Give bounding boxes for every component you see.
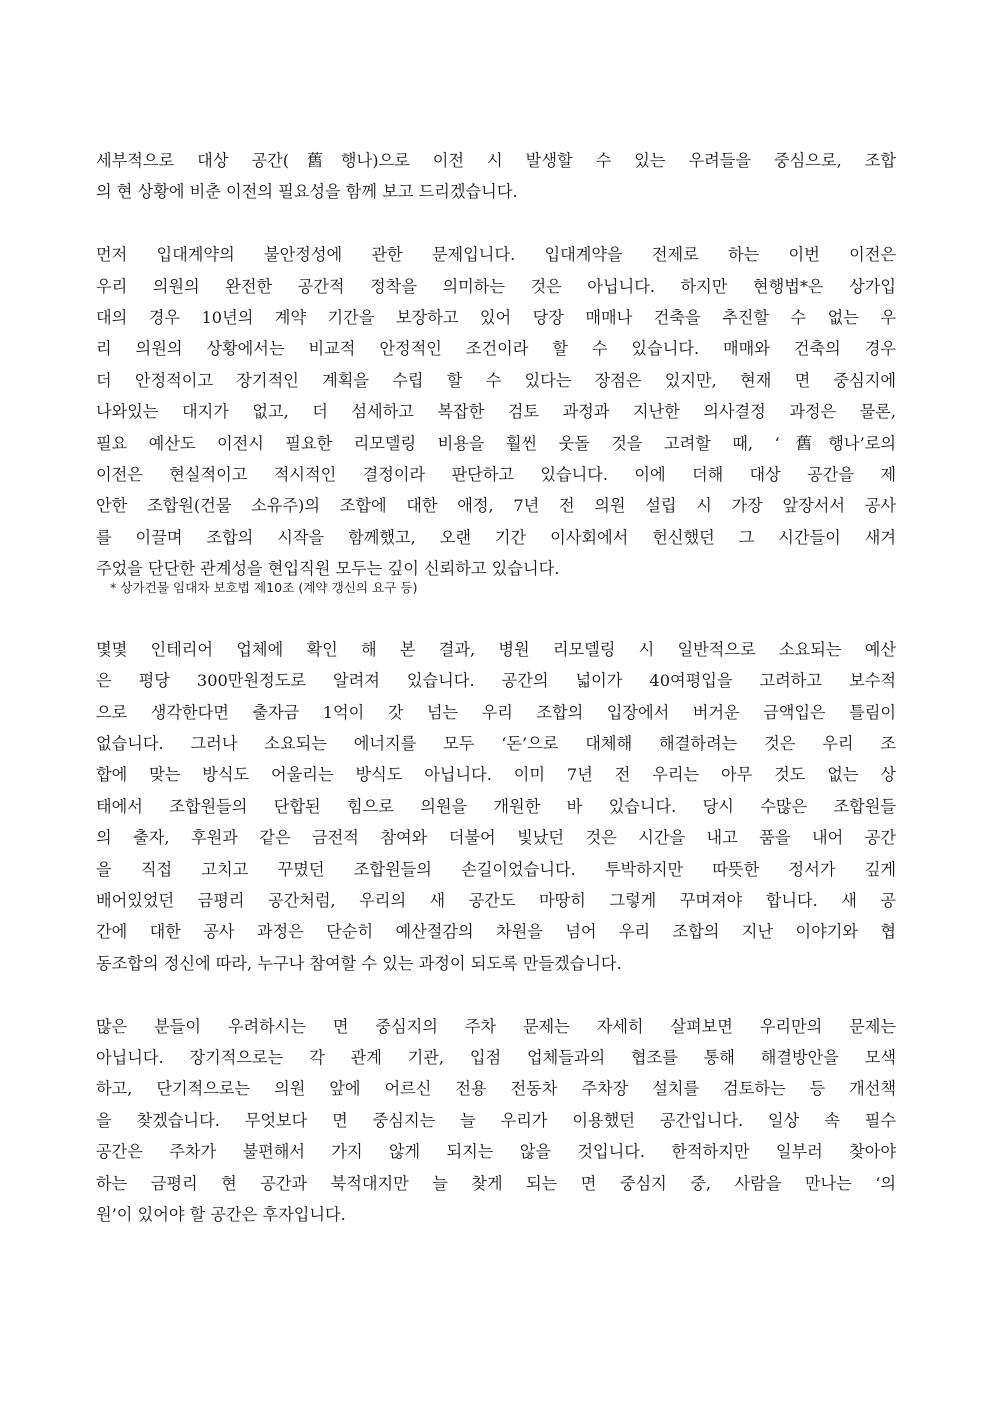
text-line: 아닙니다. 장기적으로는 각 관계 기관, 입점 업체들과의 협조를 통해 해결방안을 모색 [96,1047,896,1067]
text-line: 원’이 있어야 할 공간은 후자입니다. [96,1204,346,1224]
text-line: 태에서 조합원들의 단합된 힘으로 의원을 개원한 바 있습니다. 당시 수많은 조합원들 [96,796,896,816]
paragraph-parking [96,1011,896,1231]
text-line: 합에 맞는 방식도 어울리는 방식도 아닙니다. 이미 7년 전 우리는 아무 것도 없는 상 [96,765,896,785]
text-line: 간에 대한 공사 과정은 단순히 예산절감의 차원을 넘어 우리 조합의 지난 이야기와 협 [96,922,896,942]
paragraph-gap [96,979,896,1010]
text-line: 나와있는 대지가 없고, 더 섬세하고 복잡한 검토 과정과 지난한 의사결정 과정은 물론, [96,402,896,422]
text-line: 하고, 단기적으로는 의원 앞에 어르신 전용 전동차 주차장 설치를 검토하는 등 개선책 [96,1079,896,1099]
text-line: 필요 예산도 이전시 필요한 리모델링 비용을 훨씬 웃돌 것을 고려할 때, ‘舊행나’로의 [96,433,896,453]
text-line: 를 이끌며 조합의 시작을 함께했고, 오랜 기간 이사회에서 헌신했던 그 시간들이 새겨 [96,527,896,547]
text-line: 먼저 입대계약의 불안정성에 관한 문제입니다. 입대계약을 전제로 하는 이번 이전은 [96,245,896,265]
text-line: 주었을 단단한 관계성을 현입직원 모두는 깊이 신뢰하고 있습니다. [96,559,560,579]
paragraph-lease [96,239,896,598]
text-line: 의 현 상황에 비춘 이전의 필요성을 함께 보고 드리겠습니다. [96,182,518,202]
text-line: 많은 분들이 우려하시는 면 중심지의 주차 문제는 자세히 살펴보면 우리만의 문제는 [96,1016,896,1036]
text-line: 공간은 주차가 불편해서 가지 않게 되지는 않을 것입니다. 한적하지만 일부러 찾아야 [96,1142,896,1162]
text-line: 하는 금평리 현 공간과 북적대지만 늘 찾게 되는 면 중심지 중, 사람을 만나는 ‘의 [96,1173,896,1193]
text-line: 으로 생각한다면 출자금 1억이 갓 넘는 우리 조합의 입장에서 버거운 금액입은 틀림이 [96,702,896,722]
paragraph-intro [96,145,896,208]
text-line: 동조합의 정신에 따라, 누구나 참여할 수 있는 과정이 되도록 만들겠습니다. [96,953,622,973]
text-line: 배어있었던 금평리 공간처럼, 우리의 새 공간도 마땅히 그렇게 꾸며져야 합니다. 새 공 [96,890,896,910]
text-line: 을 찾겠습니다. 무엇보다 면 중심지는 늘 우리가 이용했던 공간입니다. 일상 속 필수 [96,1110,896,1130]
text-line: 세부적으로 대상 공간(舊행나)으로 이전 시 발생할 수 있는 우려들을 중심으로, 조합 [96,151,896,170]
paragraph-remodeling [96,634,896,979]
paragraph-gap [96,208,896,239]
document-page [96,145,896,1230]
text-line: 대의 경우 10년의 계약 기간을 보장하고 있어 당장 매매나 건축을 추진할 수 없는 우 [96,307,896,327]
text-line: 우리 의원의 완전한 공간적 정착을 의미하는 것은 아닙니다. 하지만 현행법*은 상가입 [96,276,896,296]
text-line: 이전은 현실적이고 적시적인 결정이라 판단하고 있습니다. 이에 더해 대상 공간을 제 [96,464,896,484]
text-line: 몇몇 인테리어 업체에 확인 해 본 결과, 병원 리모델링 시 일반적으로 소요되는 예산 [96,639,896,659]
text-line: 없습니다. 그러나 소요되는 에너지를 모두 ‘돈’으로 대체해 해결하려는 것은 우리 조 [96,734,896,754]
text-line: 리 의원의 상황에서는 비교적 안정적인 조건이라 할 수 있습니다. 매매와 건축의 경우 [96,339,896,359]
text-line: 을 직접 고치고 꾸몄던 조합원들의 손길이었습니다. 투박하지만 따뜻한 정서가 깊게 [96,859,896,879]
text-line: 더 안정적이고 장기적인 계획을 수립 할 수 있다는 장점은 있지만, 현재 면 중심지에 [96,370,896,390]
paragraph-gap [96,602,896,633]
text-line: 의 출자, 후원과 같은 금전적 참여와 더불어 빛났던 것은 시간을 내고 품을 내어 공간 [96,828,896,848]
text-line: 은 평당 300만원정도로 알려져 있습니다. 공간의 넓이가 40여평입을 고려하고 보수적 [96,671,896,691]
text-line: 안한 조합원(건물 소유주)의 조합에 대한 애정, 7년 전 의원 설립 시 가장 앞장서서 공사 [96,496,896,516]
footnote: * 상가건물 임대차 보호법 제10조 (계약 갱신의 요구 등) [110,580,418,596]
